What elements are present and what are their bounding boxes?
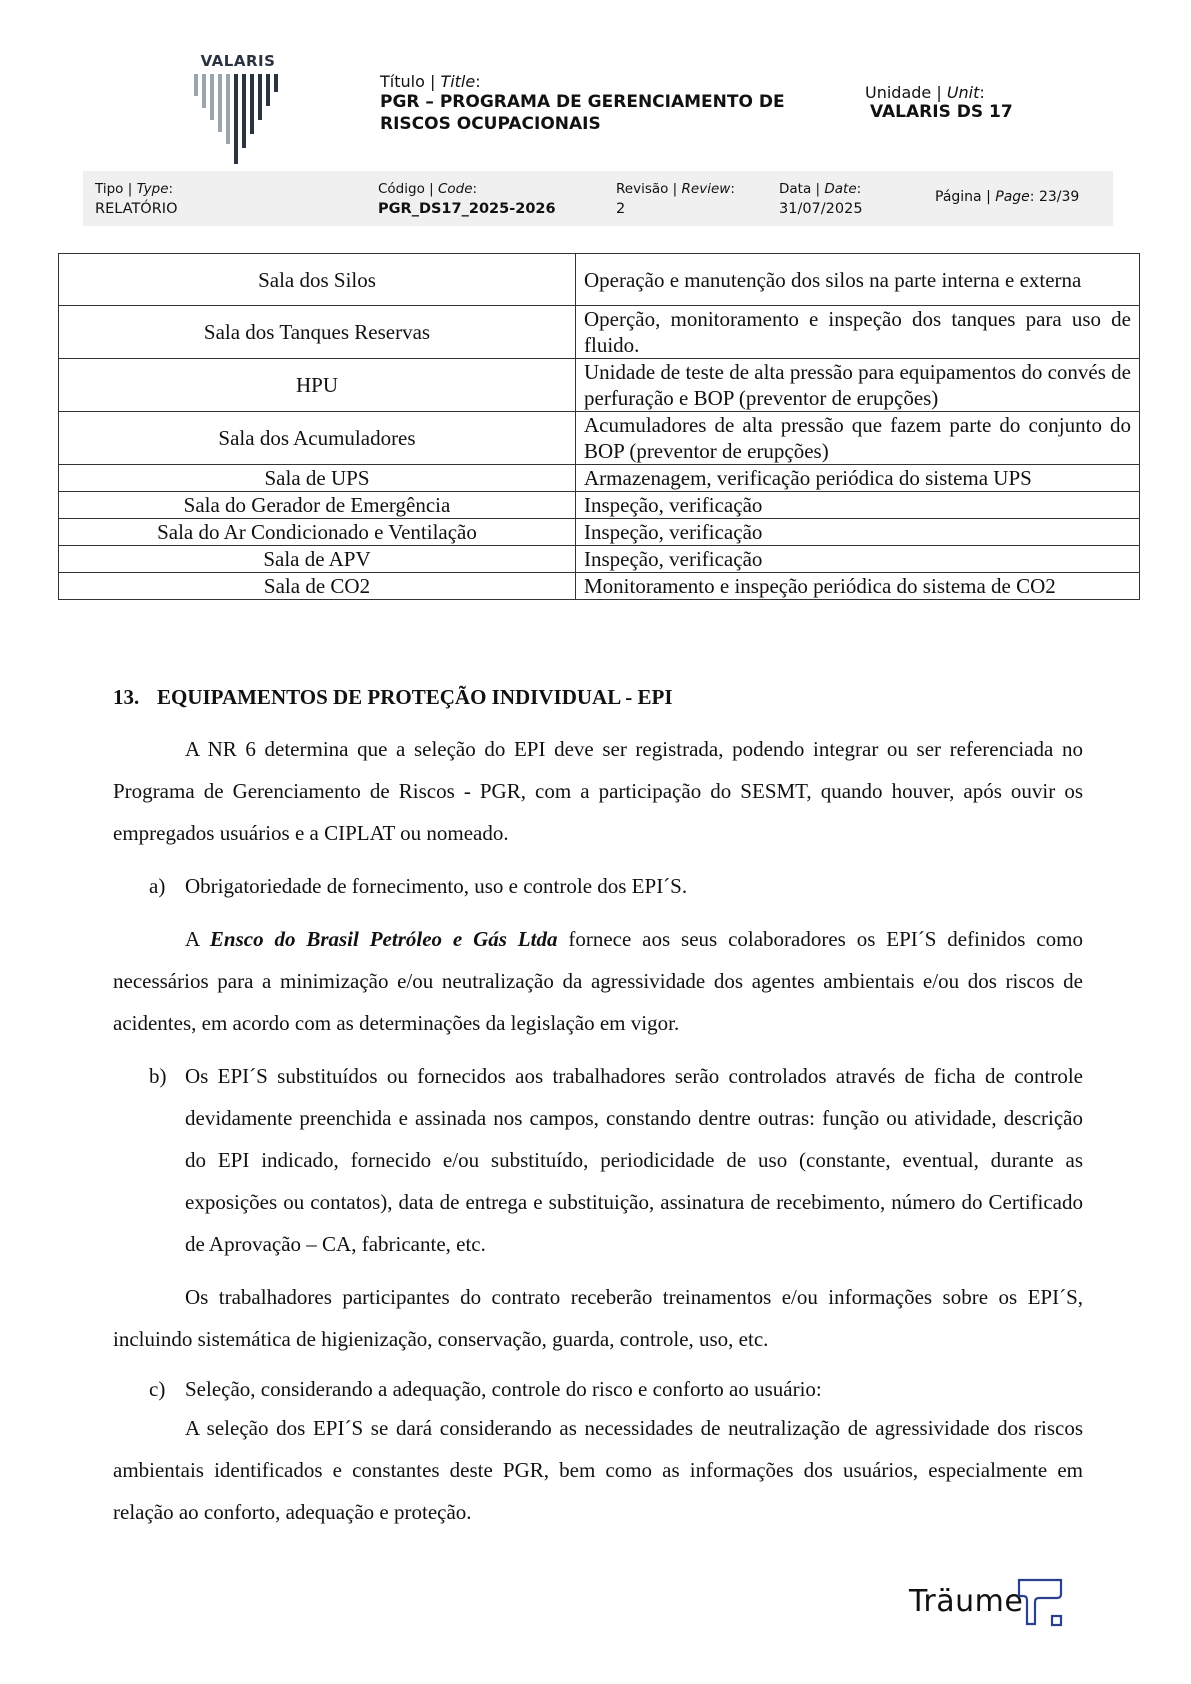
description-cell: Monitoramento e inspeção periódica do sistema de CO2	[576, 573, 1140, 600]
page-number: 23/39	[1038, 189, 1080, 205]
paragraph-c: A seleção dos EPI´S se dará considerando as necessidades de neutralização de agressividade dos riscos ambientais identificados e constantes deste PGR, bem como as informações dos usuários, especialmente em relação ao conforto, adequação e proteção.	[113, 1416, 1083, 1524]
document-title: PGR – PROGRAMA DE GERENCIAMENTO DE RISCOS OCUPACIONAIS	[380, 92, 785, 134]
traume-logo-mark-icon	[1017, 1578, 1067, 1630]
table-row	[59, 465, 1140, 492]
description-cell: Armazenagem, verificação periódica do sistema UPS	[576, 465, 1140, 492]
meta-date: Data | Date: 31/07/2025	[779, 181, 863, 217]
meta-type: Tipo | Type: RELATÓRIO	[95, 181, 178, 217]
table-row	[59, 306, 1140, 359]
traume-logo-text: Träume	[909, 1584, 1024, 1619]
table-row	[59, 519, 1140, 546]
table-row	[59, 492, 1140, 519]
list-item-text: Obrigatoriedade de fornecimento, uso e controle dos EPI´S.	[185, 874, 688, 898]
section-heading	[113, 685, 1083, 710]
intro-paragraph: A NR 6 determina que a seleção do EPI deve ser registrada, podendo integrar ou ser referenciada no Programa de Gerenciamento de Riscos - PGR, com a participação do SESMT, quando houver, após ouvir os empregados usuários e a CIPLAT ou nomeado.	[113, 737, 1083, 845]
company-name: Ensco do Brasil Petróleo e Gás Ltda	[209, 927, 558, 951]
meta-review: Revisão | Review: 2	[616, 181, 735, 217]
section-content	[113, 685, 1083, 1533]
title-label: Título | Title:	[380, 72, 481, 91]
paragraph-a: A Ensco do Brasil Petróleo e Gás Ltda fornece aos seus colaboradores os EPI´S definidos como necessários para a minimização e/ou neutralização da agressividade dos agentes ambientais e/ou dos riscos de acidentes, em acordo com as determinações da legislação em vigor.	[113, 927, 1083, 1035]
description-cell: Inspeção, verificação	[576, 492, 1140, 519]
document-title-block	[380, 72, 830, 135]
list-item-c	[113, 1371, 1083, 1407]
table-row	[59, 359, 1140, 412]
area-cell: Sala dos Acumuladores	[59, 412, 576, 465]
description-cell: Operção, monitoramento e inspeção dos tanques para uso de fluido.	[576, 306, 1140, 359]
description-cell: Operação e manutenção dos silos na parte interna e externa	[576, 254, 1140, 306]
description-cell: Unidade de teste de alta pressão para equipamentos do convés de perfuração e BOP (preventor de erupções)	[576, 359, 1140, 412]
table-row	[59, 546, 1140, 573]
table-row	[59, 254, 1140, 306]
list-marker: a)	[149, 874, 166, 898]
meta-date-value: 31/07/2025	[779, 201, 863, 217]
rooms-activities-table	[58, 253, 1140, 600]
list-item-text: Os EPI´S substituídos ou fornecidos aos trabalhadores serão controlados através de ficha de controle devidamente preenchida e assinada nos campos, constando dentre outras: função ou atividade, descrição do EPI indicado, fornecido e/ou substituído, periodicidade de uso (constante, eventual, durante as exposições ou contatos), data de entrega e substituição, assinatura de recebimento, número do Certificado de Aprovação – CA, fabricante, etc.	[185, 1064, 1083, 1256]
paragraph-b: Os trabalhadores participantes do contrato receberão treinamentos e/ou informações sobre os EPI´S, incluindo sistemática de higienização, conservação, guarda, controle, uso, etc.	[113, 1285, 1083, 1351]
list-item-text: Seleção, considerando a adequação, controle do risco e conforto ao usuário:	[185, 1377, 822, 1401]
area-cell: Sala do Ar Condicionado e Ventilação	[59, 519, 576, 546]
document-meta-bar	[83, 171, 1113, 226]
unit-block	[865, 83, 1013, 122]
description-cell: Inspeção, verificação	[576, 519, 1140, 546]
section-number: 13.	[113, 685, 140, 709]
meta-code-value: PGR_DS17_2025-2026	[378, 201, 556, 217]
description-cell: Acumuladores de alta pressão que fazem parte do conjunto do BOP (preventor de erupções)	[576, 412, 1140, 465]
valaris-logo-bars-icon	[194, 74, 284, 166]
meta-page: Página | Page: 23/39	[935, 189, 1080, 205]
valaris-logo	[188, 52, 288, 162]
area-cell: Sala de APV	[59, 546, 576, 573]
list-item-b	[113, 1055, 1083, 1265]
section-title: EQUIPAMENTOS DE PROTEÇÃO INDIVIDUAL - EPI	[157, 685, 673, 709]
traume-logo	[905, 1578, 1075, 1638]
list-item-a	[113, 865, 1083, 907]
area-cell: HPU	[59, 359, 576, 412]
meta-type-value: RELATÓRIO	[95, 201, 178, 217]
list-marker: c)	[149, 1377, 166, 1401]
area-cell: Sala dos Silos	[59, 254, 576, 306]
area-cell: Sala dos Tanques Reservas	[59, 306, 576, 359]
area-cell: Sala de CO2	[59, 573, 576, 600]
table-row	[59, 573, 1140, 600]
unit-value: VALARIS DS 17	[870, 102, 1013, 122]
description-cell: Inspeção, verificação	[576, 546, 1140, 573]
unit-label: Unidade | Unit:	[865, 83, 985, 102]
meta-code: Código | Code: PGR_DS17_2025-2026	[378, 181, 556, 217]
meta-review-value: 2	[616, 201, 626, 217]
list-marker: b)	[149, 1064, 167, 1088]
valaris-logo-text: VALARIS	[200, 52, 276, 70]
area-cell: Sala de UPS	[59, 465, 576, 492]
table-row	[59, 412, 1140, 465]
area-cell: Sala do Gerador de Emergência	[59, 492, 576, 519]
